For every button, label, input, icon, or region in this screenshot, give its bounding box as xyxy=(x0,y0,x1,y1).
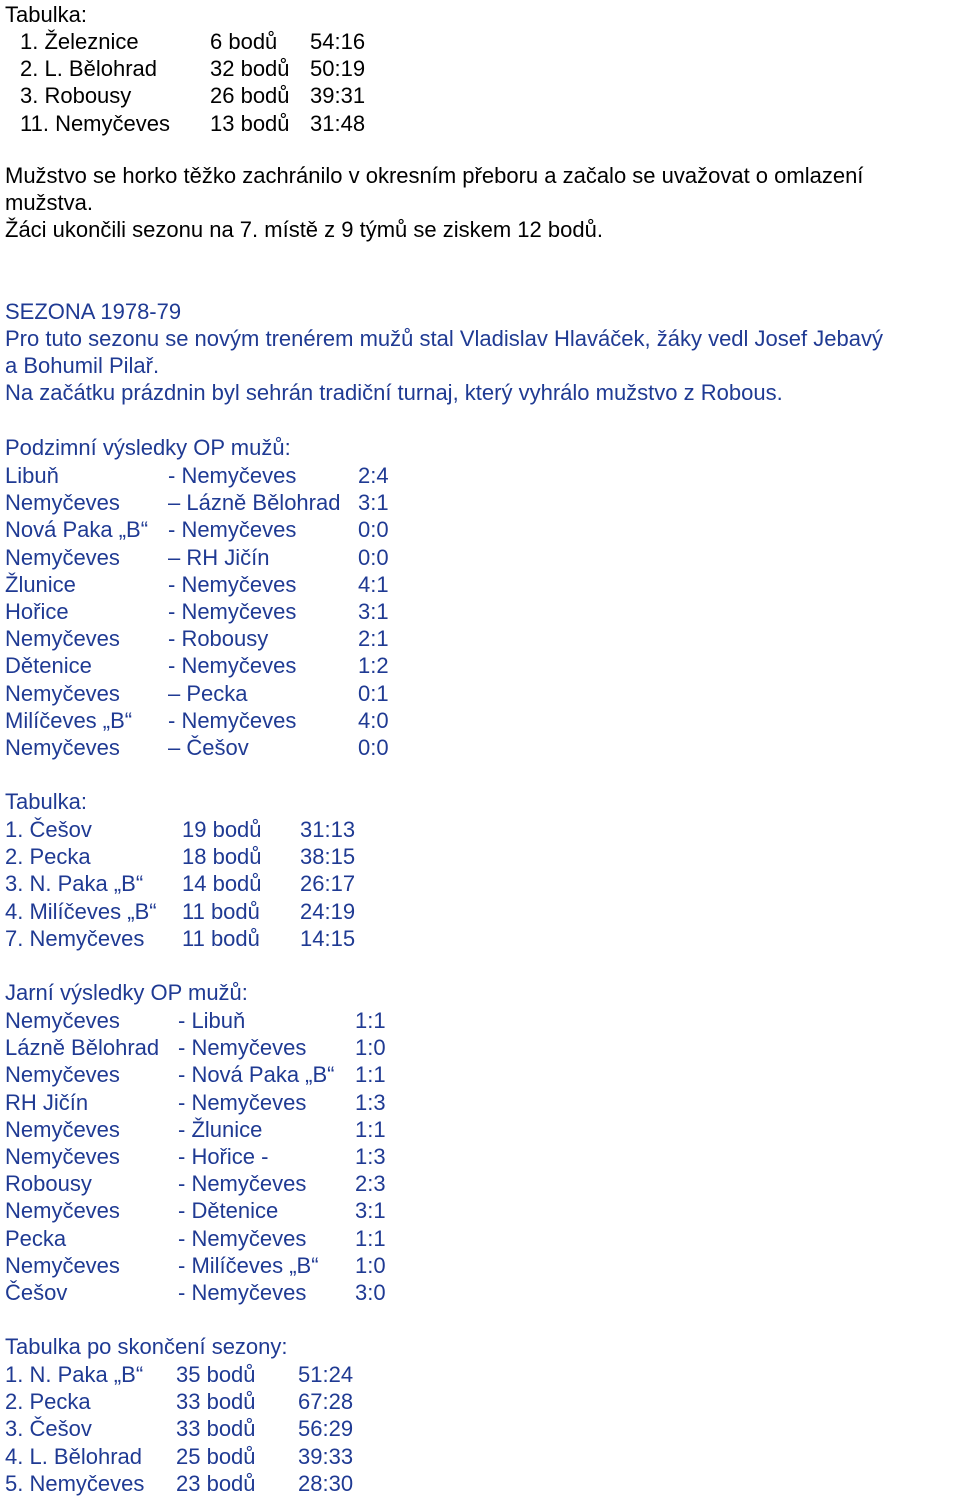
spring-middle-cell: - Dětenice xyxy=(178,1198,279,1224)
spring-team-cell: Nemyčeves xyxy=(5,1116,120,1142)
autumn-middle-cell: - Nemyčeves xyxy=(168,571,297,597)
autumn-middle-cell: - Nemyčeves xyxy=(168,463,297,488)
season-line3: Na začátku prázdnin byl sehrán tradiční turnaj, který vyhrálo mužstvo z Robous. xyxy=(5,380,783,405)
table2-score-cell: 38:15 xyxy=(300,844,356,870)
table2-middle-cell: 11 bodů xyxy=(182,925,260,951)
table2-score-cell: 31:13 xyxy=(300,817,356,842)
autumn-team-cell: Nemyčeves xyxy=(5,490,120,516)
final-middle-cell: 35 bodů xyxy=(176,1362,256,1387)
para1-line2: mužstva. xyxy=(5,190,94,215)
spring-score-cell: 1:3 xyxy=(355,1144,386,1169)
final-team-cell: 3. Češov xyxy=(5,1416,92,1442)
autumn-team-cell: Milíčeves „B“ xyxy=(5,707,133,733)
autumn-team-cell: Libuň xyxy=(5,463,59,488)
season-line2: a Bohumil Pilař. xyxy=(5,353,160,378)
autumn-team-cell: Nemyčeves xyxy=(5,680,120,706)
autumn-middle-cell: – Češov xyxy=(168,735,249,760)
spring-score-cell: 1:1 xyxy=(355,1008,386,1033)
final-team-cell: 2. Pecka xyxy=(5,1389,91,1415)
table1-heading: Tabulka: xyxy=(5,2,87,27)
final-score-cell: 28:30 xyxy=(298,1470,354,1496)
table2-team-cell: 2. Pecka xyxy=(5,844,91,870)
spring-score-cell: 3:1 xyxy=(355,1198,386,1224)
autumn-middle-cell: – Pecka xyxy=(168,680,248,706)
final-middle-cell: 33 bodů xyxy=(176,1416,256,1442)
table1-team-cell: 2. L. Bělohrad xyxy=(20,56,157,82)
autumn-team-cell: Dětenice xyxy=(5,653,92,679)
spring-middle-cell: - Nemyčeves xyxy=(178,1035,307,1061)
autumn-team-cell: Nemyčeves xyxy=(5,626,120,652)
table2-score-cell: 26:17 xyxy=(300,871,356,897)
autumn-score-cell: 2:1 xyxy=(358,626,389,652)
table1-score-cell: 31:48 xyxy=(310,110,366,136)
final-heading: Tabulka po skončení sezony: xyxy=(5,1334,288,1359)
spring-middle-cell: - Milíčeves „B“ xyxy=(178,1252,319,1278)
table2-team-cell: 7. Nemyčeves xyxy=(5,925,145,951)
final-score-cell: 67:28 xyxy=(298,1389,354,1415)
final-score-cell: 51:24 xyxy=(298,1362,354,1387)
autumn-middle-cell: - Nemyčeves xyxy=(168,517,297,543)
autumn-team-cell: Nemyčeves xyxy=(5,544,120,570)
spring-middle-cell: - Žlunice xyxy=(178,1116,263,1142)
spring-middle-cell: - Nemyčeves xyxy=(178,1089,307,1115)
autumn-team-cell: Nová Paka „B“ xyxy=(5,517,149,543)
final-middle-cell: 23 bodů xyxy=(176,1470,256,1496)
autumn-score-cell: 4:0 xyxy=(358,707,389,733)
table1-team-cell: 1. Železnice xyxy=(20,29,139,54)
autumn-team-cell: Hořice xyxy=(5,599,69,624)
final-middle-cell: 33 bodů xyxy=(176,1389,256,1415)
autumn-middle-cell: - Nemyčeves xyxy=(168,653,297,679)
table1-team-cell: 3. Robousy xyxy=(20,83,132,109)
autumn-middle-cell: – RH Jičín xyxy=(168,544,270,570)
autumn-score-cell: 0:0 xyxy=(358,735,389,760)
spring-score-cell: 1:1 xyxy=(355,1062,386,1088)
spring-score-cell: 1:1 xyxy=(355,1225,386,1251)
autumn-middle-cell: - Nemyčeves xyxy=(168,599,297,624)
autumn-score-cell: 3:1 xyxy=(358,599,389,624)
table2-middle-cell: 14 bodů xyxy=(182,871,262,897)
table2-heading: Tabulka: xyxy=(5,789,87,814)
spring-middle-cell: - Nemyčeves xyxy=(178,1225,307,1251)
spring-score-cell: 1:1 xyxy=(355,1116,386,1142)
table2-score-cell: 14:15 xyxy=(300,925,356,951)
para1-line1: Mužstvo se horko těžko zachránilo v okresním přeboru a začalo se uvažovat o omlazení xyxy=(5,163,864,188)
spring-team-cell: Češov xyxy=(5,1280,68,1305)
autumn-team-cell: Žlunice xyxy=(5,571,76,597)
spring-middle-cell: - Hořice - xyxy=(178,1144,269,1169)
spring-team-cell: Lázně Bělohrad xyxy=(5,1035,160,1061)
autumn-team-cell: Nemyčeves xyxy=(5,735,120,760)
table2-team-cell: 4. Milíčeves „B“ xyxy=(5,898,157,924)
spring-team-cell: Robousy xyxy=(5,1171,92,1197)
table2-middle-cell: 19 bodů xyxy=(182,817,262,842)
table2-team-cell: 3. N. Paka „B“ xyxy=(5,871,144,897)
table1-score-cell: 39:31 xyxy=(310,83,366,109)
spring-team-cell: RH Jičín xyxy=(5,1089,89,1115)
table1-middle-cell: 32 bodů xyxy=(210,56,290,82)
final-score-cell: 39:33 xyxy=(298,1443,354,1469)
table1-middle-cell: 26 bodů xyxy=(210,83,290,109)
table2-middle-cell: 11 bodů xyxy=(182,898,260,924)
autumn-middle-cell: - Robousy xyxy=(168,626,269,652)
season-line1: Pro tuto sezonu se novým trenérem mužů stal Vladislav Hlaváček, žáky vedl Josef Jebavý xyxy=(5,326,883,351)
final-team-cell: 4. L. Bělohrad xyxy=(5,1443,142,1469)
table1-middle-cell: 6 bodů xyxy=(210,29,278,54)
season-title: SEZONA 1978-79 xyxy=(5,299,182,324)
spring-middle-cell: - Nová Paka „B“ xyxy=(178,1062,335,1088)
final-team-cell: 5. Nemyčeves xyxy=(5,1470,145,1496)
spring-score-cell: 1:0 xyxy=(355,1035,386,1061)
para1-line3: Žáci ukončili sezonu na 7. místě z 9 týmů se ziskem 12 bodů. xyxy=(5,217,603,242)
autumn-score-cell: 4:1 xyxy=(358,571,389,597)
spring-score-cell: 1:0 xyxy=(355,1252,386,1278)
final-team-cell: 1. N. Paka „B“ xyxy=(5,1362,144,1387)
autumn-middle-cell: – Lázně Bělohrad xyxy=(168,490,341,516)
table1-middle-cell: 13 bodů xyxy=(210,110,290,136)
spring-team-cell: Nemyčeves xyxy=(5,1144,120,1169)
autumn-middle-cell: - Nemyčeves xyxy=(168,707,297,733)
final-middle-cell: 25 bodů xyxy=(176,1443,256,1469)
spring-score-cell: 3:0 xyxy=(355,1280,386,1305)
table2-score-cell: 24:19 xyxy=(300,898,356,924)
spring-team-cell: Nemyčeves xyxy=(5,1252,120,1278)
table2-middle-cell: 18 bodů xyxy=(182,844,262,870)
spring-score-cell: 2:3 xyxy=(355,1171,386,1197)
spring-middle-cell: - Nemyčeves xyxy=(178,1280,307,1305)
autumn-score-cell: 1:2 xyxy=(358,653,389,679)
spring-middle-cell: - Libuň xyxy=(178,1008,246,1033)
final-score-cell: 56:29 xyxy=(298,1416,354,1442)
table1-team-cell: 11. Nemyčeves xyxy=(20,110,170,136)
autumn-score-cell: 0:0 xyxy=(358,544,389,570)
spring-team-cell: Pecka xyxy=(5,1225,67,1251)
table1-score-cell: 50:19 xyxy=(310,56,366,82)
autumn-score-cell: 0:0 xyxy=(358,517,389,543)
autumn-score-cell: 3:1 xyxy=(358,490,389,516)
spring-score-cell: 1:3 xyxy=(355,1089,386,1115)
autumn-score-cell: 2:4 xyxy=(358,463,389,488)
table2-team-cell: 1. Češov xyxy=(5,817,92,842)
spring-middle-cell: - Nemyčeves xyxy=(178,1171,307,1197)
autumn-heading: Podzimní výsledky OP mužů: xyxy=(5,435,291,460)
autumn-score-cell: 0:1 xyxy=(358,680,389,706)
spring-heading: Jarní výsledky OP mužů: xyxy=(5,980,248,1005)
spring-team-cell: Nemyčeves xyxy=(5,1198,120,1224)
spring-team-cell: Nemyčeves xyxy=(5,1062,120,1088)
spring-team-cell: Nemyčeves xyxy=(5,1008,120,1033)
table1-score-cell: 54:16 xyxy=(310,29,366,54)
